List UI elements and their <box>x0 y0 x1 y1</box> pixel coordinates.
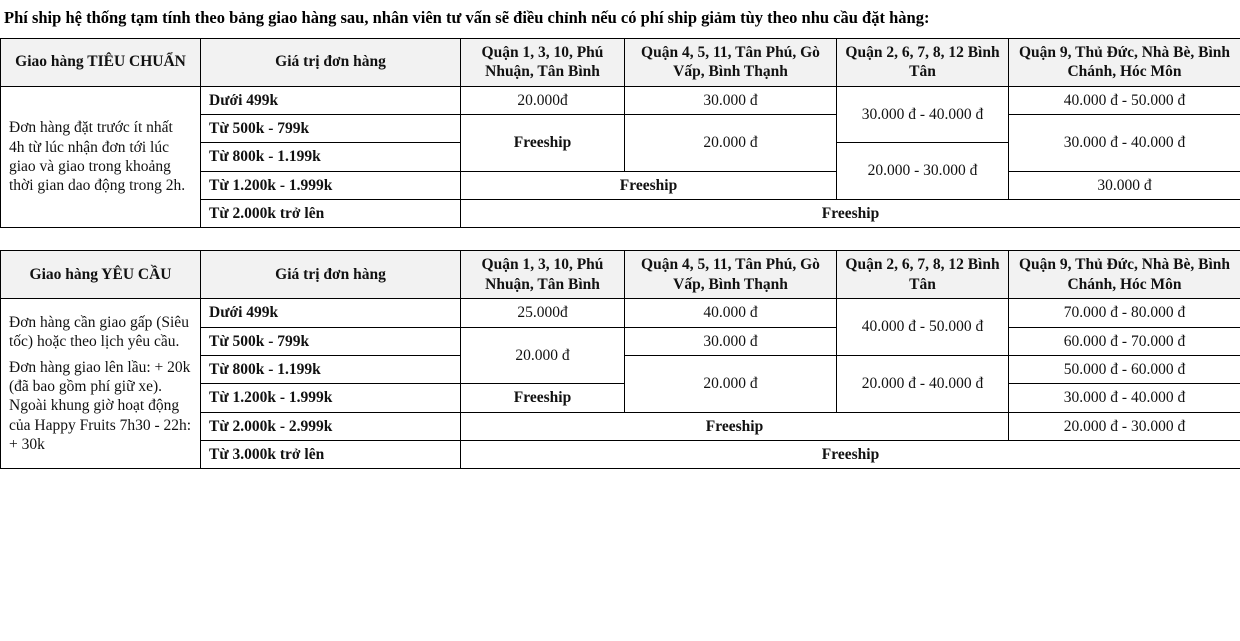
fee-zone-1: Freeship <box>461 114 625 171</box>
table-row <box>1 299 1240 327</box>
tier-label: Từ 1.200k - 1.999k <box>201 171 461 199</box>
intro-text: Phí ship hệ thống tạm tính theo bảng giao hàng sau, nhân viên tư vấn sẽ điều chỉnh nếu có phí ship giảm tùy theo nhu cầu đặt hàng: <box>4 8 930 27</box>
fee-zone-1: 20.000 đ <box>461 327 625 384</box>
express-delivery-table <box>0 250 1240 469</box>
header-zone-2: Quận 4, 5, 11, Tân Phú, Gò Vấp, Bình Thạnh <box>625 38 837 86</box>
table-header-row <box>1 251 1240 299</box>
tier-label: Từ 500k - 799k <box>201 327 461 355</box>
tier-label: Dưới 499k <box>201 86 461 114</box>
fee-zone-2: 30.000 đ <box>625 327 837 355</box>
fee-zone-3: 20.000 đ - 40.000 đ <box>837 355 1009 412</box>
fee-zone-1: 20.000đ <box>461 86 625 114</box>
fee-zone-1-2: Freeship <box>461 171 837 199</box>
tier-label: Dưới 499k <box>201 299 461 327</box>
fee-zone-4: 30.000 đ - 40.000 đ <box>1009 114 1240 171</box>
fee-zone-1: Freeship <box>461 384 625 412</box>
fee-zone-4: 40.000 đ - 50.000 đ <box>1009 86 1240 114</box>
fee-zone-4: 60.000 đ - 70.000 đ <box>1009 327 1240 355</box>
fee-zone-2: 30.000 đ <box>625 86 837 114</box>
fee-all-zones: Freeship <box>461 441 1240 469</box>
fee-zone-4: 50.000 đ - 60.000 đ <box>1009 355 1240 383</box>
fee-zone-1-2-3: Freeship <box>461 412 1009 440</box>
header-delivery-type: Giao hàng YÊU CẦU <box>1 251 201 299</box>
header-delivery-type: Giao hàng TIÊU CHUẨN <box>1 38 201 86</box>
table-header-row <box>1 38 1240 86</box>
tier-label: Từ 2.000k - 2.999k <box>201 412 461 440</box>
tier-label: Từ 1.200k - 1.999k <box>201 384 461 412</box>
header-order-value: Giá trị đơn hàng <box>201 38 461 86</box>
fee-zone-2: 40.000 đ <box>625 299 837 327</box>
tier-label: Từ 3.000k trở lên <box>201 441 461 469</box>
tier-label: Từ 800k - 1.199k <box>201 355 461 383</box>
table-gap <box>0 228 1240 250</box>
tier-label: Từ 800k - 1.199k <box>201 143 461 171</box>
header-zone-2: Quận 4, 5, 11, Tân Phú, Gò Vấp, Bình Thạnh <box>625 251 837 299</box>
fee-zone-2: 20.000 đ <box>625 355 837 412</box>
fee-zone-1: 25.000đ <box>461 299 625 327</box>
fee-zone-3: 30.000 đ - 40.000 đ <box>837 86 1009 143</box>
express-note-line-2: Đơn hàng giao lên lầu: + 20k (đã bao gồm phí giữ xe). Ngoài khung giờ hoạt động của Happy Fruits 7h30 - 22h: + 30k <box>9 358 192 454</box>
header-zone-3: Quận 2, 6, 7, 8, 12 Bình Tân <box>837 38 1009 86</box>
fee-zone-3: 40.000 đ - 50.000 đ <box>837 299 1009 356</box>
header-zone-1: Quận 1, 3, 10, Phú Nhuận, Tân Bình <box>461 251 625 299</box>
fee-zone-2: 20.000 đ <box>625 114 837 171</box>
table-row <box>1 86 1240 114</box>
header-zone-4: Quận 9, Thủ Đức, Nhà Bè, Bình Chánh, Hóc Môn <box>1009 251 1240 299</box>
header-zone-1: Quận 1, 3, 10, Phú Nhuận, Tân Bình <box>461 38 625 86</box>
fee-zone-4: 20.000 đ - 30.000 đ <box>1009 412 1240 440</box>
fee-zone-4: 70.000 đ - 80.000 đ <box>1009 299 1240 327</box>
header-zone-3: Quận 2, 6, 7, 8, 12 Bình Tân <box>837 251 1009 299</box>
standard-note: Đơn hàng đặt trước ít nhất 4h từ lúc nhận đơn tới lúc giao và giao trong khoảng thời gian dao động trong 2h. <box>1 86 201 228</box>
express-note-line-1: Đơn hàng cần giao gấp (Siêu tốc) hoặc theo lịch yêu cầu. <box>9 313 189 351</box>
tier-label: Từ 500k - 799k <box>201 114 461 142</box>
header-order-value: Giá trị đơn hàng <box>201 251 461 299</box>
fee-zone-4: 30.000 đ <box>1009 171 1240 199</box>
standard-delivery-table <box>0 38 1240 229</box>
express-note <box>1 299 201 469</box>
header-zone-4: Quận 9, Thủ Đức, Nhà Bè, Bình Chánh, Hóc Môn <box>1009 38 1240 86</box>
fee-zone-3: 20.000 - 30.000 đ <box>837 143 1009 200</box>
tier-label: Từ 2.000k trở lên <box>201 200 461 228</box>
fee-zone-4: 30.000 đ - 40.000 đ <box>1009 384 1240 412</box>
fee-all-zones: Freeship <box>461 200 1240 228</box>
